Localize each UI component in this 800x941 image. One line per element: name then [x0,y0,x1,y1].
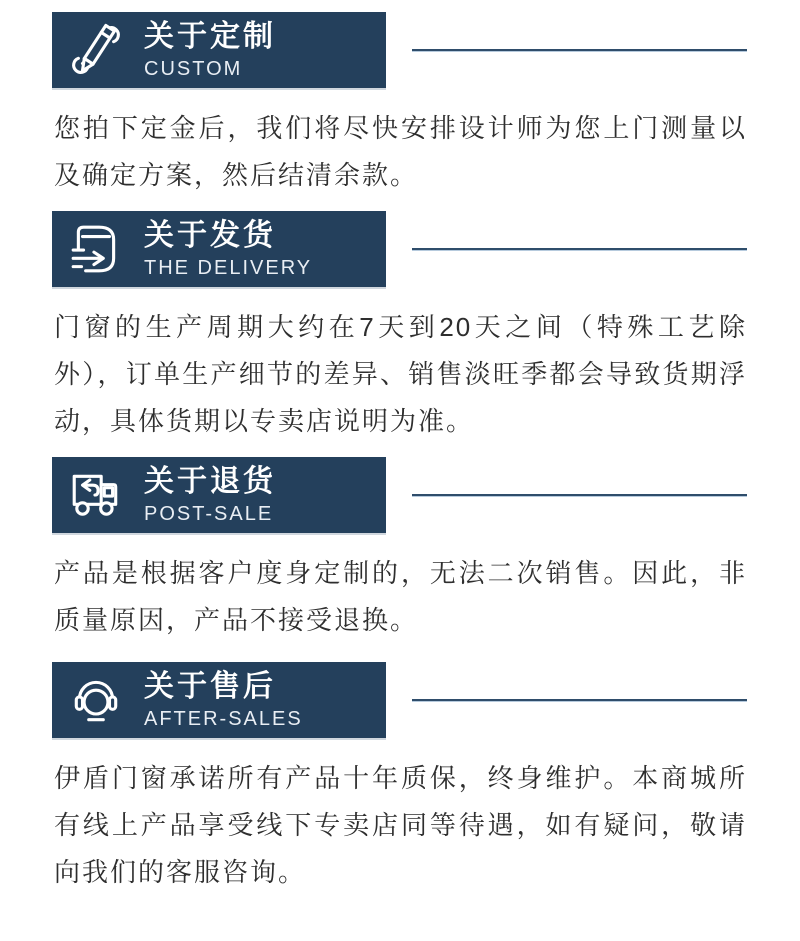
section-returns [52,457,747,644]
banner-custom [52,12,386,88]
banner-titles [144,20,276,81]
section-title: 关于售后 [144,669,276,703]
section-body: 产品是根据客户度身定制的，无法二次销售。因此，非质量原因，产品不接受退换。 [54,558,747,635]
section-body: 门窗的生产周期大约在7天到20天之间（特殊工艺除外），订单生产细节的差异、销售淡旺季都会导致货期浮动，具体货期以专卖店说明为准。 [54,312,747,436]
banner-after-sales [52,662,386,738]
divider-line [412,494,747,497]
section-body: 伊盾门窗承诺所有产品十年质保，终身维护。本商城所有线上产品享受线下专卖店同等待遇，如有疑问，敬请向我们的客服咨询。 [54,763,747,887]
divider-line [412,699,747,702]
banner-row [52,662,747,738]
banner-row [52,12,747,88]
section-delivery [52,211,747,445]
banner-titles [144,465,276,526]
banner-titles [144,670,303,731]
section-subtitle: AFTER-SALES [144,707,303,730]
banner-delivery [52,211,386,287]
divider-line [412,49,747,52]
wrench-pencil-icon [68,22,124,78]
section-title: 关于定制 [144,19,276,53]
banner-titles [144,219,312,280]
section-after-sales [52,662,747,896]
section-subtitle: POST-SALE [144,502,274,525]
section-title: 关于退货 [144,464,276,498]
divider-line [412,248,747,251]
section-title: 关于发货 [144,218,276,252]
section-subtitle: CUSTOM [144,57,243,80]
banner-row [52,211,747,287]
return-truck-icon [68,467,124,523]
banner-returns [52,457,386,533]
section-body: 您拍下定金后，我们将尽快安排设计师为您上门测量以及确定方案，然后结清余款。 [54,113,747,190]
shipping-box-icon [68,221,124,277]
banner-row [52,457,747,533]
headset-icon [68,672,124,728]
section-subtitle: THE DELIVERY [144,256,313,279]
section-custom [52,12,747,199]
